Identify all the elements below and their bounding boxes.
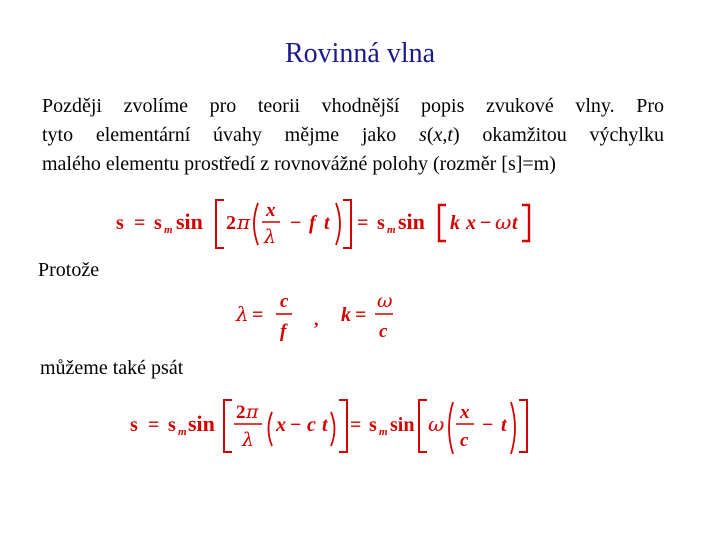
- svg-text:=: =: [252, 304, 264, 326]
- svg-text:s: s: [130, 414, 138, 436]
- svg-text:c: c: [280, 291, 289, 312]
- equation-wave-alt: [126, 394, 536, 458]
- paragraph-line-1: Později zvolíme pro teorii vhodnější popis zvukové vlny. Pro: [42, 95, 664, 117]
- svg-text:m: m: [164, 224, 173, 236]
- svg-text:=: =: [350, 414, 362, 436]
- svg-text:sin: sin: [398, 209, 425, 234]
- svg-text:t: t: [322, 414, 328, 436]
- svg-text:s: s: [369, 414, 377, 436]
- svg-text:,: ,: [314, 309, 319, 329]
- svg-text:2: 2: [226, 212, 236, 234]
- svg-text:s: s: [116, 212, 124, 234]
- svg-text:2: 2: [236, 402, 246, 423]
- svg-text:ω: ω: [495, 210, 512, 234]
- svg-text:ω: ω: [428, 412, 445, 436]
- svg-text:−: −: [290, 212, 302, 234]
- equation-lambda-k: [232, 287, 402, 347]
- slide-title: Rovinná vlna: [284, 38, 436, 69]
- svg-text:λ: λ: [242, 429, 255, 451]
- svg-text:−: −: [290, 414, 302, 436]
- svg-text:−: −: [482, 414, 494, 436]
- svg-text:s: s: [168, 414, 176, 436]
- svg-text:t: t: [512, 212, 518, 234]
- svg-text:sin: sin: [176, 209, 203, 234]
- svg-text:x: x: [266, 200, 276, 221]
- label-protoze: Protože: [38, 259, 100, 281]
- svg-text:=: =: [357, 212, 369, 234]
- svg-text:=: =: [134, 212, 146, 234]
- svg-text:x: x: [460, 402, 470, 423]
- svg-text:t: t: [501, 414, 507, 436]
- svg-text:π: π: [246, 401, 259, 423]
- svg-text:t: t: [324, 212, 330, 234]
- intro-paragraph: [42, 92, 664, 179]
- svg-text:m: m: [379, 426, 388, 438]
- svg-text:−: −: [480, 212, 492, 234]
- svg-text:x: x: [276, 414, 286, 436]
- paragraph-line-2: tyto elementární úvahy mějme jako s(x,t) okamžitou výchylku: [42, 124, 664, 146]
- svg-text:k: k: [450, 212, 460, 234]
- svg-text:x: x: [466, 212, 476, 234]
- svg-text:s: s: [154, 212, 162, 234]
- svg-text:π: π: [237, 210, 251, 234]
- label-muzeme: můžeme také psát: [40, 357, 184, 379]
- paragraph-line-3: malého elementu prostředí z rovnovážné polohy (rozměr [s]=m): [42, 153, 556, 175]
- svg-text:sin: sin: [188, 411, 215, 436]
- svg-text:f: f: [280, 321, 287, 342]
- svg-text:λ: λ: [236, 302, 249, 326]
- svg-text:λ: λ: [264, 226, 277, 248]
- svg-text:=: =: [148, 414, 160, 436]
- equation-wave-displacement: [112, 195, 532, 255]
- svg-text:c: c: [460, 430, 469, 451]
- svg-text:c: c: [379, 321, 388, 342]
- svg-text:=: =: [355, 304, 367, 326]
- svg-text:f: f: [309, 212, 316, 234]
- svg-text:m: m: [387, 224, 396, 236]
- svg-text:m: m: [178, 426, 187, 438]
- svg-text:k: k: [341, 304, 351, 326]
- svg-text:sin: sin: [390, 414, 415, 436]
- svg-text:ω: ω: [377, 290, 393, 312]
- svg-text:c: c: [307, 414, 316, 436]
- svg-text:s: s: [377, 212, 385, 234]
